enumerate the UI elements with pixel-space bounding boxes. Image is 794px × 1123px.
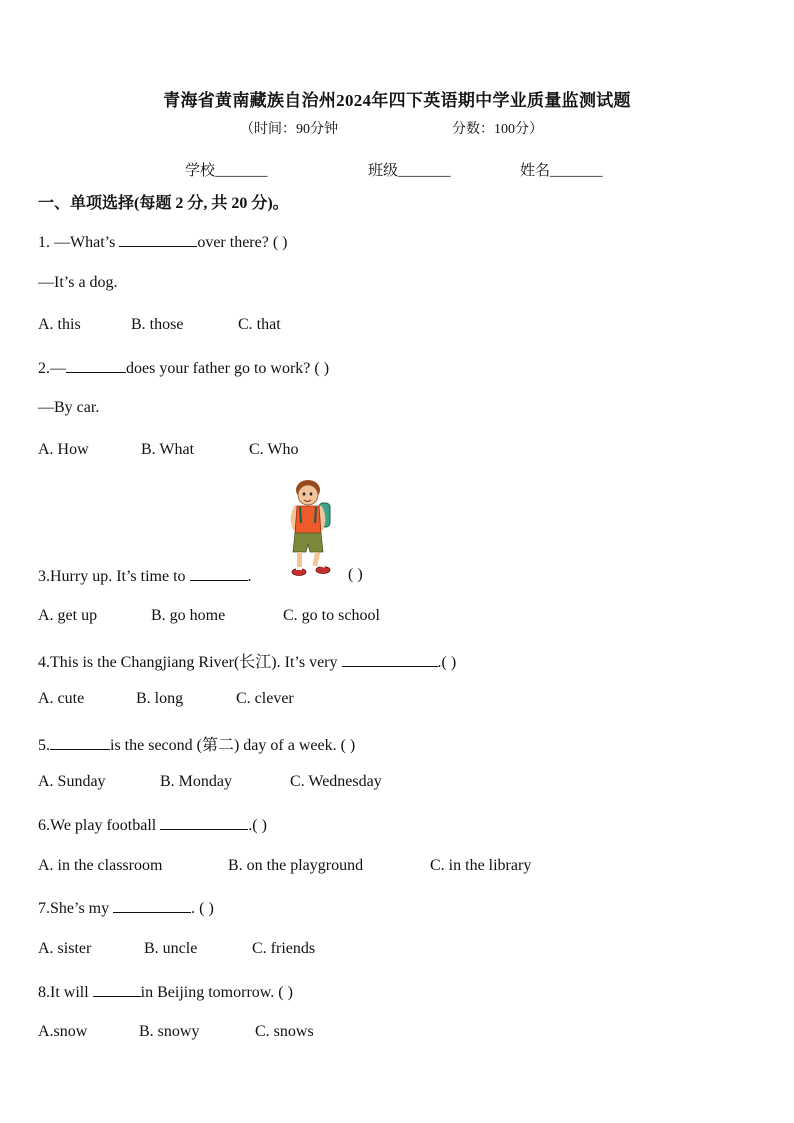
question-stem-end: . ( ) <box>191 900 214 917</box>
option-a: A. this <box>38 316 81 333</box>
question-7 <box>38 898 214 918</box>
option-c: C. friends <box>252 940 316 957</box>
option-b: B. on the playground <box>228 857 364 874</box>
question-stem-end: does your father go to work? ( ) <box>126 360 330 377</box>
answer-blank <box>93 982 141 997</box>
question-stem: 2.— <box>38 360 66 377</box>
boy-with-backpack-illustration <box>286 478 336 580</box>
option-c: C. in the library <box>430 857 532 874</box>
answer-blank <box>66 358 126 373</box>
question-3 <box>38 566 252 586</box>
option-b: B. those <box>131 316 184 333</box>
question-2 <box>38 358 329 378</box>
option-b: B. long <box>136 690 184 707</box>
answer-blank <box>160 815 248 830</box>
question-stem-end: .( ) <box>248 817 267 834</box>
answer-blank <box>50 735 110 750</box>
name-field: 姓名_______ <box>520 163 603 179</box>
question-stem: 3.Hurry up. It’s time to <box>38 568 190 585</box>
question-stem: 7.She’s my <box>38 900 114 917</box>
answer-blank <box>119 232 197 247</box>
option-a: A. Sunday <box>38 773 106 790</box>
school-field: 学校_______ <box>185 163 268 179</box>
question-stem-end: in Beijing tomorrow. ( ) <box>140 984 293 1001</box>
question-stem-end: . <box>247 568 252 585</box>
question-5 <box>38 732 355 755</box>
question-stem-end: over there? ( ) <box>197 234 288 251</box>
question-stem: 1. —What’s <box>38 234 120 251</box>
class-field: 班级_______ <box>368 163 451 179</box>
question-8 <box>38 982 293 1002</box>
question-4 <box>38 649 456 672</box>
option-b: B. Monday <box>160 773 232 790</box>
question-stem: 6.We play football <box>38 817 161 834</box>
exam-time: （时间：90分钟 <box>240 122 338 137</box>
option-c: C. clever <box>236 690 294 707</box>
question-1-answer: —It’s a dog. <box>38 274 118 291</box>
page-title: 青海省黄南藏族自治州2024年四下英语期中学业质量监测试题 <box>163 91 631 110</box>
option-c: C. go to school <box>283 607 380 624</box>
option-c: C. Who <box>249 441 299 458</box>
question-stem: 8.It will <box>38 984 93 1001</box>
question-stem-end: is the second (第二) day of a week. ( ) <box>110 737 356 754</box>
option-b: B. snowy <box>139 1023 200 1040</box>
question-3-paren: ( ) <box>348 566 363 583</box>
option-b: B. uncle <box>144 940 198 957</box>
question-stem: 4.This is the Changjiang River(长江). It’s very <box>38 654 342 671</box>
question-1 <box>38 232 288 252</box>
answer-blank <box>113 898 191 913</box>
option-a: A. cute <box>38 690 85 707</box>
answer-blank <box>190 566 248 581</box>
option-a: A.snow <box>38 1023 88 1040</box>
option-b: B. What <box>141 441 195 458</box>
option-a: A. sister <box>38 940 92 957</box>
option-c: C. snows <box>255 1023 314 1040</box>
option-c: C. Wednesday <box>290 773 382 790</box>
option-a: A. How <box>38 441 89 458</box>
option-c: C. that <box>238 316 281 333</box>
question-6 <box>38 815 267 835</box>
option-a: A. in the classroom <box>38 857 163 874</box>
section-heading: 一、单项选择(每题 2 分, 共 20 分)。 <box>38 195 289 212</box>
answer-blank <box>342 652 438 667</box>
question-stem: 5. <box>38 737 50 754</box>
option-b: B. go home <box>151 607 226 624</box>
question-stem-end: .( ) <box>437 654 457 671</box>
exam-score: 分数：100分） <box>452 122 543 137</box>
question-2-answer: —By car. <box>38 399 100 416</box>
option-a: A. get up <box>38 607 98 624</box>
